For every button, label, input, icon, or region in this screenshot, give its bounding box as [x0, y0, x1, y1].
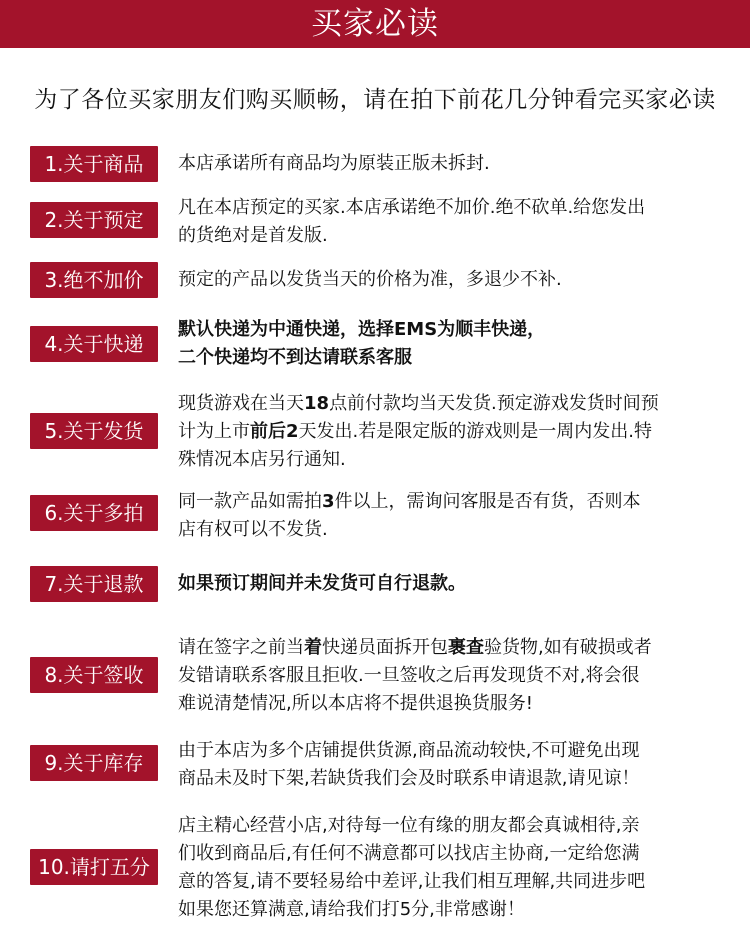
- notice-label-refund: 7.关于退款: [30, 566, 158, 602]
- notice-label-signing: 8.关于签收: [30, 657, 158, 693]
- notice-text-rating: 店主精心经营小店,对待每一位有缘的朋友都会真诚相待,亲 们收到商品后,有任何不满意都可以找店主协商,一定给您满 意的答复,请不要轻易给中差评,让我们相互理解,共同进步吧 如果您还算满意,请给我们打5分,非常感谢！: [178, 815, 646, 920]
- notice-text-signing: 请在签字之前当着快递员面拆开包裹查验货物,如有破损或者 发错请联系客服且拒收.一旦签收之后再发现货不对,将会很 难说清楚情况,所以本店将不提供退换货服务!: [178, 637, 652, 714]
- notice-label-rating: 10.请打五分: [30, 849, 158, 885]
- notice-text-products: 本店承诺所有商品均为原装正版未拆封.: [178, 153, 490, 174]
- notice-text-refund: 如果预订期间并未发货可自行退款。: [178, 573, 466, 594]
- intro-notice: 为了各位买家朋友们购买顺畅，请在拍下前花几分钟看完买家必读: [34, 87, 716, 113]
- notice-label-stock: 9.关于库存: [30, 745, 158, 781]
- notice-text-stock: 由于本店为多个店铺提供货源,商品流动较快,不可避免出现 商品未及时下架,若缺货我们会及时联系申请退款,请见谅！: [178, 740, 640, 789]
- notice-label-shipping: 5.关于发货: [30, 413, 158, 449]
- notice-text-preorder: 凡在本店预定的买家.本店承诺绝不加价.绝不砍单.给您发出 的货绝对是首发版.: [178, 197, 646, 246]
- notice-label-multiple: 6.关于多拍: [30, 495, 158, 531]
- notice-label-price: 3.绝不加价: [30, 262, 158, 298]
- notice-text-courier: 默认快递为中通快递，选择EMS为顺丰快递， 二个快递均不到达请联系客服: [178, 319, 546, 368]
- notice-text-price: 预定的产品以发货当天的价格为准，多退少不补.: [178, 269, 562, 290]
- notice-label-courier: 4.关于快递: [30, 326, 158, 362]
- notice-text-multiple: 同一款产品如需拍3件以上，需询问客服是否有货，否则本 店有权可以不发货.: [178, 491, 641, 540]
- notice-label-products: 1.关于商品: [30, 146, 158, 182]
- page-header: [0, 0, 750, 48]
- notice-label-preorder: 2.关于预定: [30, 202, 158, 238]
- page-title: 买家必读: [311, 6, 439, 42]
- notice-text-shipping: 现货游戏在当天18点前付款均当天发货.预定游戏发货时间预 计为上市前后2天发出.若是限定版的游戏则是一周内发出.特 殊情况本店另行通知.: [178, 393, 659, 470]
